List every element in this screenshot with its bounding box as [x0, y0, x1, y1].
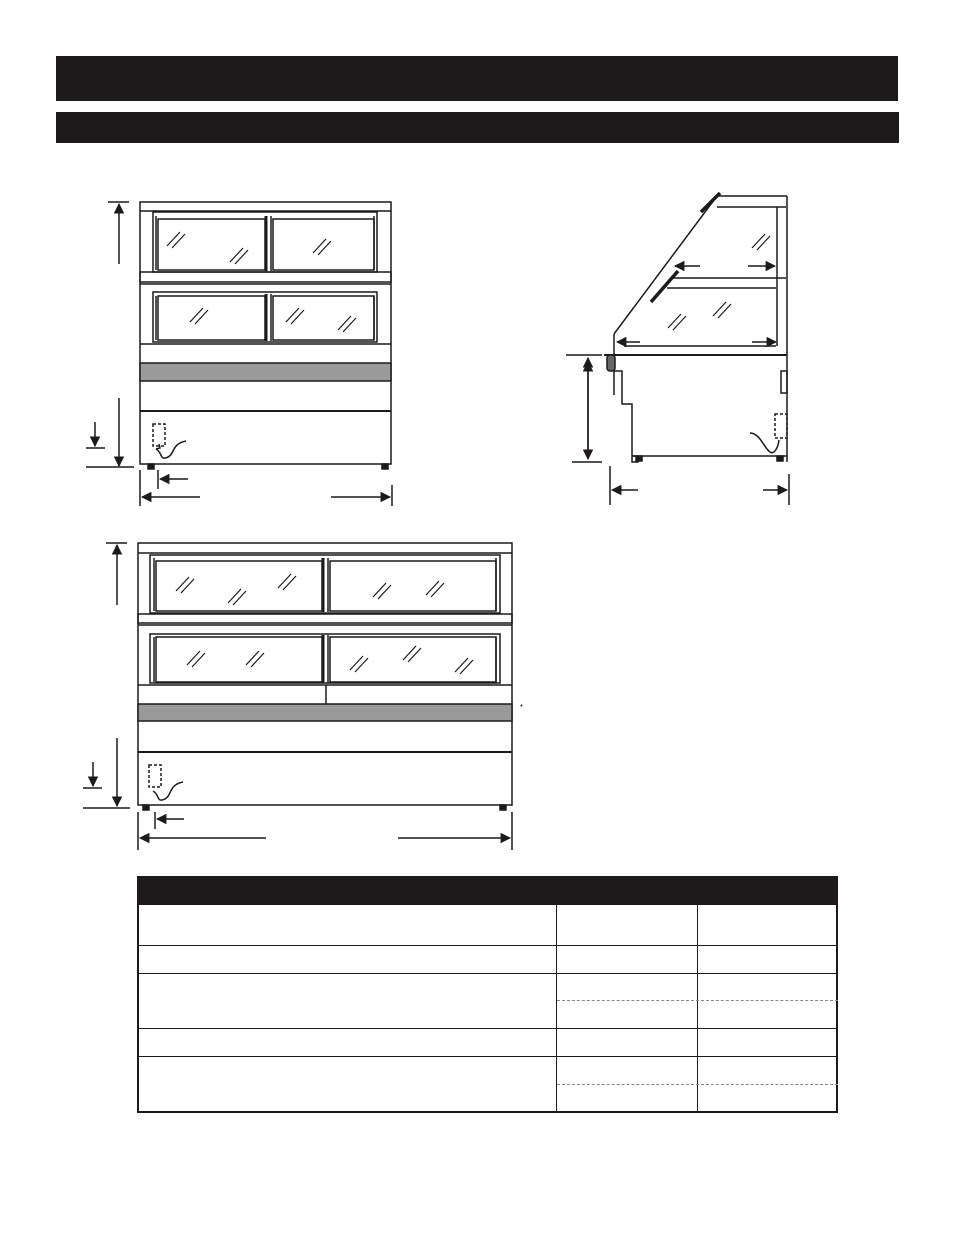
- row-divider: [139, 973, 836, 974]
- lower-shelf: [153, 292, 377, 342]
- upper-shelf: [150, 555, 500, 613]
- shelf-band: [140, 363, 391, 381]
- column-divider: [697, 905, 698, 1111]
- row-divider-dashed: [557, 1000, 838, 1001]
- lower-shelf: [150, 634, 500, 683]
- spec-table: [137, 876, 838, 1113]
- glass-panel: [156, 637, 322, 682]
- cabinet-outline: [138, 543, 512, 805]
- dimension-arrow-icon: [566, 266, 789, 505]
- side-view: [604, 193, 787, 462]
- power-cord-icon: [156, 441, 186, 458]
- dimension-arrow-icon: [83, 543, 512, 850]
- front-view-small: [140, 202, 391, 469]
- row-divider: [139, 1056, 836, 1057]
- column-divider: [556, 905, 557, 1111]
- front-view-large: [138, 543, 522, 810]
- row-divider-dashed: [557, 1084, 838, 1085]
- glass-panel: [330, 561, 496, 611]
- row-divider: [139, 1028, 836, 1029]
- shelf-band: [138, 704, 512, 721]
- electrical-box-icon: [149, 765, 161, 787]
- glass-panel: [158, 219, 265, 270]
- glass-panel: [273, 296, 374, 340]
- electrical-box-icon: [153, 424, 165, 446]
- upper-shelf: [153, 212, 377, 272]
- spec-table-header: [139, 878, 836, 905]
- glass-panel: [330, 637, 496, 682]
- glass-reflection-icon: [668, 234, 770, 330]
- power-cord-icon: [153, 782, 183, 800]
- glass-panel: [273, 219, 374, 270]
- glass-panel: [158, 296, 265, 340]
- dimension-arrow-icon: [86, 202, 392, 506]
- row-divider: [139, 945, 836, 946]
